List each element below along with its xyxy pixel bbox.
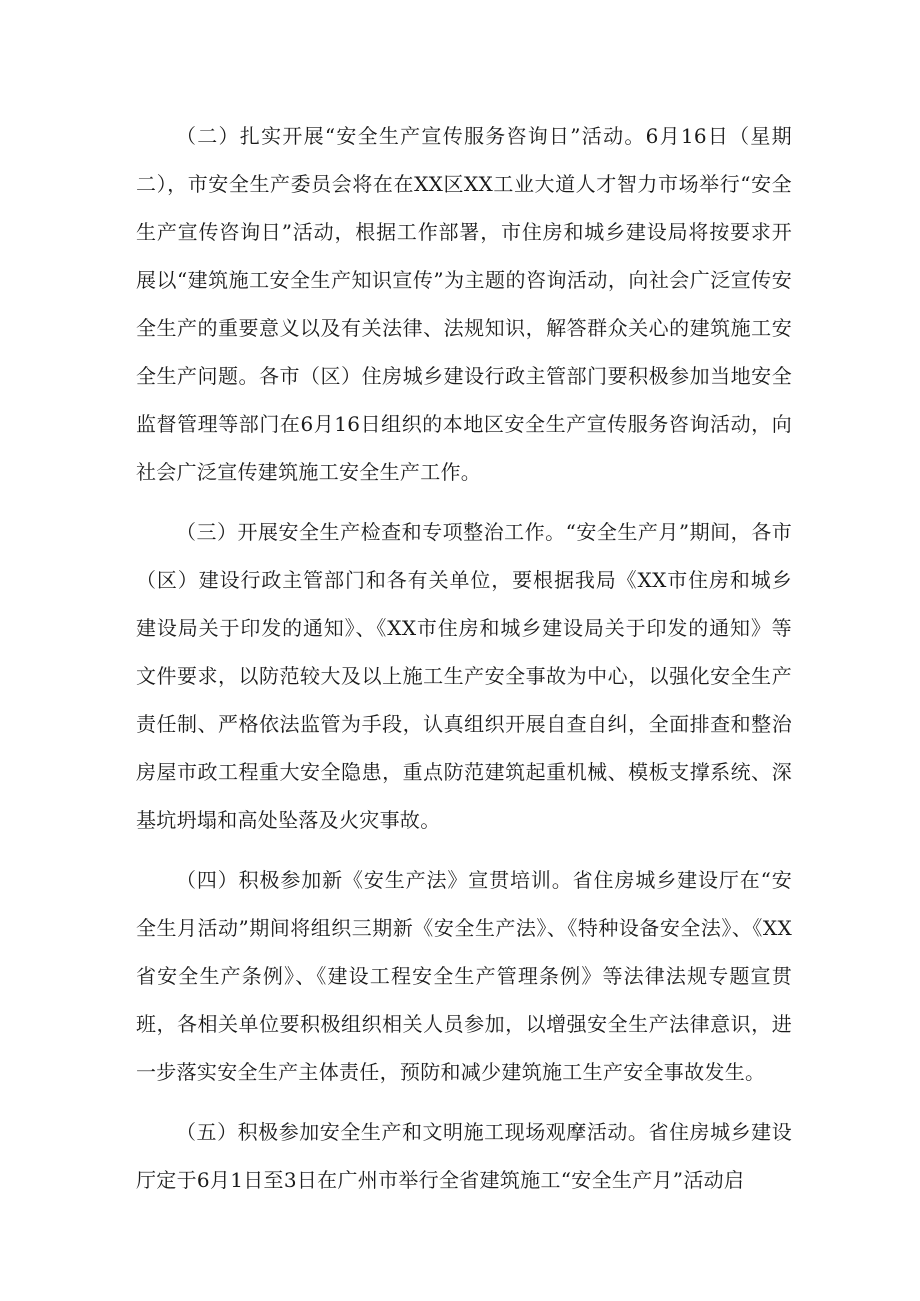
document-body — [136, 112, 792, 1216]
paragraph-4: （四）积极参加新《安生产法》宣贯培训。省住房城乡建设厅在“安全生月活动”期间将组织三期新《安全生产法》、《特种设备安全法》、《XX省安全生产条例》、《建设工程安全生产管理条例》等法律法规专题宣贯班，各相关单位要积极组织相关人员参加，以增强安全生产法律意识，进一步落实安全生产主体责任，预防和减少建筑施工生产安全事故发生。 — [136, 868, 792, 1084]
paragraph-2: （二）扎实开展“安全生产宣传服务咨询日”活动。6月16日（星期二），市安全生产委员会将在在XX区XX工业大道人才智力市场举行“安全生产宣传咨询日”活动，根据工作部署，市住房和城乡建设局将按要求开展以“建筑施工安全生产知识宣传”为主题的咨询活动，向社会广泛宣传安全生产的重要意义以及有关法律、法规知识，解答群众关心的建筑施工安全生产问题。各市（区）住房城乡建设行政主管部门要积极参加当地安全监督管理等部门在6月16日组织的本地区安全生产宣传服务咨询活动，向社会广泛宣传建筑施工安全生产工作。 — [136, 124, 792, 484]
paragraph-3: （三）开展安全生产检查和专项整治工作。“安全生产月”期间，各市（区）建设行政主管部门和各有关单位，要根据我局《XX市住房和城乡建设局关于印发的通知》、《XX市住房和城乡建设局关于印发的通知》等文件要求，以防范较大及以上施工生产安全事故为中心，以强化安全生产责任制、严格依法监管为手段，认真组织开展自查自纠，全面排查和整治房屋市政工程重大安全隐患，重点防范建筑起重机械、模板支撑系统、深基坑坍塌和高处坠落及火灾事故。 — [136, 520, 792, 832]
paragraph-5: （五）积极参加安全生产和文明施工现场观摩活动。省住房城乡建设厅定于6月1日至3日在广州市举行全省建筑施工“安全生产月”活动启 — [136, 1120, 792, 1192]
